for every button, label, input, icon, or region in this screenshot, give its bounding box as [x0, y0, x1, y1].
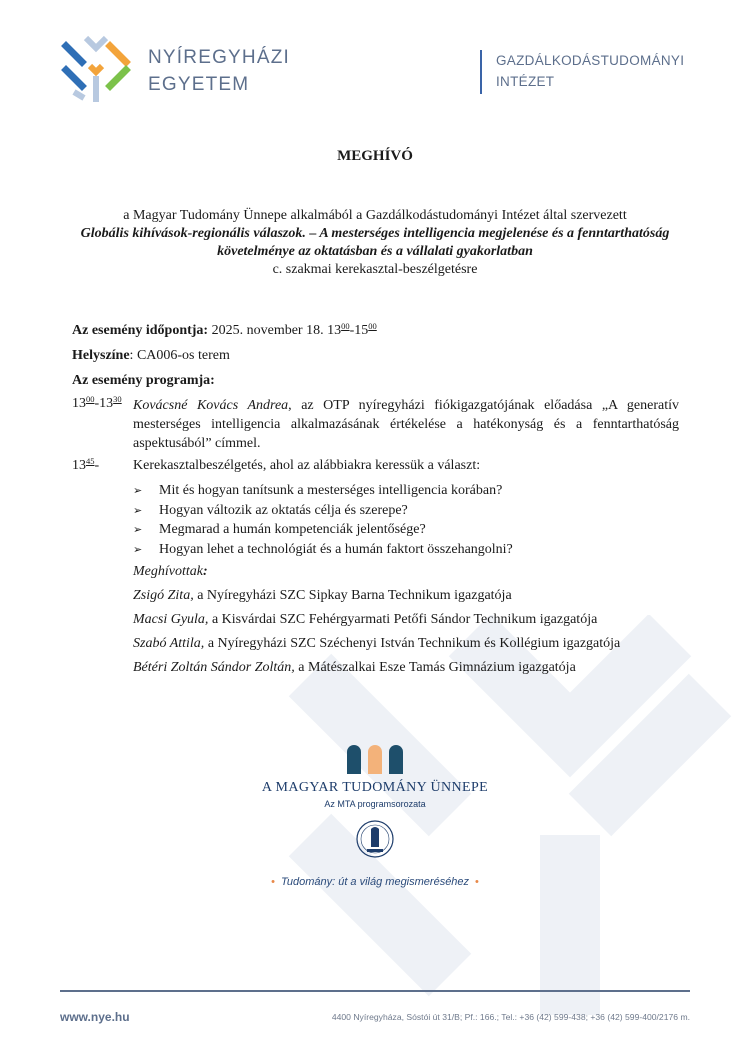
- arrow-bullet-icon: ➢: [133, 523, 143, 536]
- guest-role: a Nyíregyházi SZC Sipkay Barna Technikum igazgatója: [193, 588, 512, 603]
- time-start-hour: 13: [72, 396, 86, 411]
- list-item: [133, 659, 620, 683]
- date-separator: -15: [349, 323, 369, 338]
- question-text: Hogyan változik az oktatás célja és szerepe?: [159, 502, 408, 518]
- question-text: Megmarad a humán kompetenciák jelentősége?: [159, 522, 426, 537]
- list-item: [133, 611, 620, 635]
- mta-title: A MAGYAR TUDOMÁNY ÜNNEPE: [261, 780, 489, 795]
- place-label: Helyszíne: [72, 348, 130, 363]
- event-type-text: c. szakmai kerekasztal-beszélgetésre: [272, 262, 478, 277]
- date-start-minutes: 00: [341, 321, 350, 331]
- time-start-minutes: 00: [86, 394, 95, 404]
- time-start-minutes: 45: [86, 456, 95, 466]
- time-end-hour: -13: [94, 396, 114, 411]
- question-text: Mit és hogyan tanítsunk a mesterséges intelligencia korában?: [159, 483, 503, 498]
- program-heading: Az esemény programja:: [72, 373, 215, 388]
- mta-arches-icon: [345, 742, 405, 774]
- program-item-1: [133, 396, 679, 453]
- guest-list: [133, 587, 620, 683]
- event-title: Globális kihívások-regionális válaszok. – A mesterséges intelligencia megjelenése és a fenntarthatóság követelménye az oktatásban és a vállalati gyakorlatban: [80, 226, 670, 259]
- program-item-1-text: , az OTP nyíregyházi fiókigazgatójának előadása „A generatív mesterséges intelligencia alkalmazásának értékelése a hatékonyság és a fenntarthatóság aspektusából” címmel.: [133, 398, 679, 451]
- invited-heading: [133, 564, 208, 580]
- list-item: [133, 635, 620, 659]
- guest-name: Macsi Gyula,: [133, 612, 209, 627]
- time-end-minutes: 30: [113, 394, 122, 404]
- bullet-dot: •: [475, 876, 479, 888]
- mta-seal-icon: [355, 815, 395, 867]
- list-item: [133, 481, 513, 501]
- program-time-2: [72, 458, 99, 474]
- question-text: Hogyan lehet a technológiát és a humán faktort összehangolni?: [159, 541, 513, 557]
- intro-text: a Magyar Tudomány Ünnepe alkalmából a Gazdálkodástudományi Intézet által szervezett: [123, 208, 627, 223]
- date-end-minutes: 00: [368, 321, 377, 331]
- university-name-line2: EGYETEM: [148, 74, 250, 95]
- guest-role: a Mátészalkai Esze Tamás Gimnázium igazgatója: [294, 660, 576, 675]
- mta-subtitle: Az MTA programsorozata: [324, 799, 426, 809]
- institute-name-line1: GAZDÁLKODÁSTUDOMÁNYI: [496, 53, 685, 68]
- question-list: [133, 481, 513, 559]
- program-time-1: [72, 396, 122, 412]
- institute-name-line2: INTÉZET: [496, 74, 555, 89]
- university-name-line1: NYÍREGYHÁZI: [148, 47, 290, 68]
- arrow-bullet-icon: ➢: [133, 484, 143, 497]
- nye-logo-icon: [60, 32, 132, 104]
- slogan-text: Tudomány: út a világ megismeréséhez: [280, 876, 470, 888]
- list-item: [133, 520, 513, 540]
- time-dash: -: [94, 458, 100, 473]
- arrow-bullet-icon: ➢: [133, 542, 143, 556]
- guest-role: a Nyíregyházi SZC Széchenyi István Technikum és Kollégium igazgatója: [204, 636, 621, 651]
- guest-name: Szabó Attila,: [133, 636, 205, 651]
- header-divider: [480, 50, 482, 94]
- footer-address: 4400 Nyíregyháza, Sóstói út 31/B; Pf.: 166.; Tel.: +36 (42) 599-438; +36 (42) 599-400/2176 m.: [331, 1012, 690, 1022]
- bullet-dot: •: [271, 876, 275, 888]
- time-start-hour: 13: [72, 458, 86, 473]
- speaker-name: Kovácsné Kovács Andrea: [133, 398, 289, 413]
- guest-role: a Kisvárdai SZC Fehérgyarmati Petőfi Sándor Technikum igazgatója: [208, 612, 598, 627]
- date-label: Az esemény időpontja:: [72, 323, 209, 338]
- website-link[interactable]: www.nye.hu: [60, 1010, 130, 1024]
- invited-colon: :: [202, 564, 208, 579]
- list-item: [133, 501, 513, 521]
- event-date: [72, 322, 377, 340]
- place-colon: :: [129, 348, 137, 363]
- guest-name: Zsigó Zita,: [133, 588, 194, 603]
- program-item-2: Kerekasztalbeszélgetés, ahol az alábbiakra keressük a választ:: [133, 458, 481, 473]
- mta-slogan: [0, 876, 750, 888]
- list-item: [133, 587, 620, 611]
- list-item: [133, 540, 513, 560]
- invited-label: Meghívottak: [133, 564, 203, 579]
- event-location: [72, 347, 230, 365]
- date-value: 2025. november 18. 13: [211, 323, 342, 338]
- place-value: CA006-os terem: [136, 348, 230, 363]
- arrow-bullet-icon: ➢: [133, 503, 143, 517]
- footer-divider: [60, 990, 690, 992]
- guest-name: Bétéri Zoltán Sándor Zoltán,: [133, 660, 295, 675]
- page-title: MEGHÍVÓ: [337, 148, 413, 164]
